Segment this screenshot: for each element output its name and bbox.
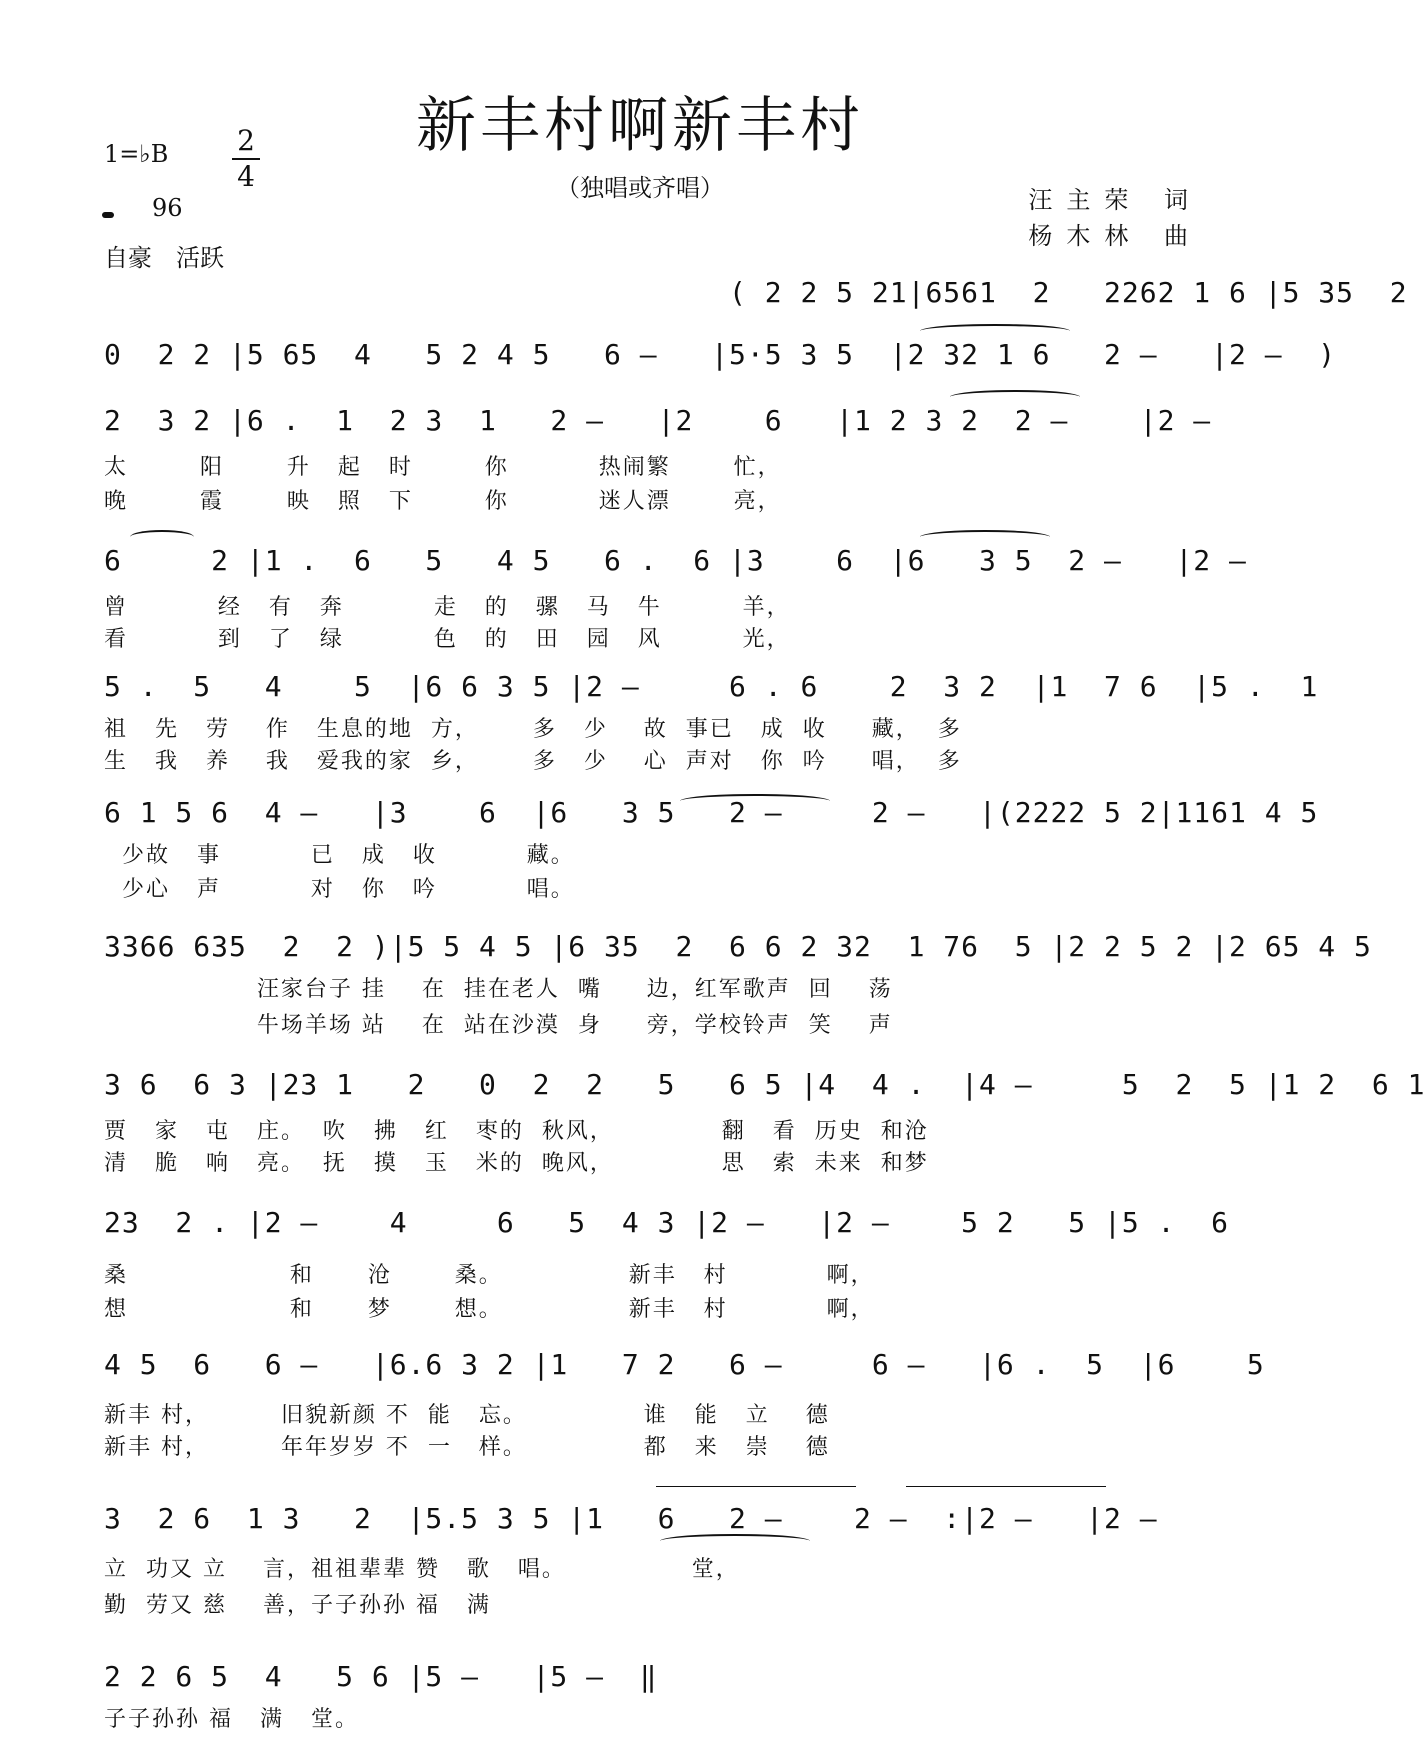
system-4-lyric-2: 看 到 了 绿 色 的 田 园 风 光， bbox=[104, 627, 791, 652]
system-9-lyric-1: 桑 和 沧 桑。 新丰 村 啊， bbox=[104, 1263, 875, 1288]
system-9-lyric-2: 想 和 梦 想。 新丰 村 啊， bbox=[104, 1297, 875, 1322]
slur bbox=[660, 1534, 810, 1548]
ending-1-bracket bbox=[656, 1486, 856, 1487]
slur bbox=[680, 794, 830, 808]
system-3-notes: 2 3 2 |6 . 1 2 3 1 2 — |2 6 |1 2 3 2 2 — |2 — bbox=[104, 404, 1212, 437]
slur bbox=[920, 324, 1070, 338]
system-6-lyric-1: 少故 事 已 成 收 藏。 bbox=[104, 843, 575, 868]
system-7-lyric-2: 牛场羊场 站 在 站在沙漠 身 旁，学校铃声 笑 声 bbox=[104, 1013, 893, 1038]
system-4-lyric-1: 曾 经 有 奔 走 的 骡 马 牛 羊， bbox=[104, 595, 791, 620]
system-11-lyric-2: 勤 劳又 慈 善，子子孙孙 福 满 bbox=[104, 1593, 491, 1618]
system-2-notes: 0 2 2 |5 65 4 5 2 4 5 6 — |5·5 3 5 |2 32 1 6 2 — |2 — ) bbox=[104, 338, 1337, 371]
composer-credit: 杨木林 曲 bbox=[1028, 222, 1202, 250]
system-6-notes: 6 1 5 6 4 — |3 6 |6 3 5 2 — 2 — |(2222 5 2|1161 4 5 bbox=[104, 796, 1319, 829]
system-3-lyric-2: 晚 霞 映 照 下 你 迷人漂 亮， bbox=[104, 489, 782, 514]
system-3-lyric-1: 太 阳 升 起 时 你 热闹繁 忙， bbox=[104, 455, 782, 480]
slur bbox=[130, 530, 194, 544]
system-5-lyric-1: 祖 先 劳 作 生息的地 方， 多 少 故 事已 成 收 藏， 多 bbox=[104, 717, 962, 742]
system-1-notes: ( 2 2 5 21|6561 2 2262 1 6 |5 35 2 bbox=[104, 276, 1408, 309]
system-12-notes: 2 2 6 5 4 5 6 |5 — |5 — ‖ bbox=[104, 1660, 658, 1693]
system-10-lyric-2: 新丰 村， 年年岁岁 不 一 样。 都 来 崇 德 bbox=[104, 1435, 830, 1460]
expression-mark: 自豪 活跃 bbox=[104, 244, 224, 272]
system-5-lyric-2: 生 我 养 我 爱我的家 乡， 多 少 心 声对 你 吟 唱， 多 bbox=[104, 749, 962, 774]
system-11-lyric-1: 立 功又 立 言，祖祖辈辈 赞 歌 唱。 堂， bbox=[104, 1557, 740, 1582]
system-9-notes: 23 2 . |2 — 4 6 5 4 3 |2 — |2 — 5 2 5 |5 . 6 bbox=[104, 1206, 1230, 1239]
system-5-notes: 5 . 5 4 5 |6 6 3 5 |2 — 6 . 6 2 3 2 |1 7 6 |5 . 1 bbox=[104, 670, 1319, 703]
key-signature: 1=♭B bbox=[104, 140, 169, 168]
system-10-notes: 4 5 6 6 — |6.6 3 2 |1 7 2 6 — 6 — |6 . 5 |6 5 bbox=[104, 1348, 1265, 1381]
time-top: 2 bbox=[237, 124, 255, 157]
system-7-lyric-1: 汪家台子 挂 在 挂在老人 嘴 边，红军歌声 回 荡 bbox=[104, 977, 893, 1002]
system-7-notes: 3366 635 2 2 )|5 5 4 5 |6 35 2 6 6 2 32 1 76 5 |2 2 5 2 |2 65 4 5 bbox=[104, 930, 1372, 963]
system-4-notes: 6 2 |1 . 6 5 4 5 6 . 6 |3 6 |6 3 5 2 — |2 — bbox=[104, 544, 1247, 577]
system-12-lyric-1: 子子孙孙 福 满 堂。 bbox=[104, 1707, 359, 1732]
system-8-lyric-1: 贾 家 屯 庄。 吹 拂 红 枣的 秋风， 翻 看 历史 和沧 bbox=[104, 1119, 929, 1144]
system-8-lyric-2: 清 脆 响 亮。 抚 摸 玉 米的 晚风， 思 索 未来 和梦 bbox=[104, 1151, 929, 1176]
performance-note: （独唱或齐唱） bbox=[556, 174, 724, 202]
song-title: 新丰村啊新丰村 bbox=[416, 91, 864, 161]
tempo-value: 96 bbox=[152, 194, 183, 222]
tempo-note-icon bbox=[102, 212, 114, 218]
system-6-lyric-2: 少心 声 对 你 吟 唱。 bbox=[104, 877, 575, 902]
system-8-notes: 3 6 6 3 |23 1 2 0 2 2 5 6 5 |4 4 . |4 — 5 2 5 |1 2 6 1 bbox=[104, 1068, 1425, 1101]
lyricist-credit: 汪主荣 词 bbox=[1028, 186, 1202, 214]
slur bbox=[950, 390, 1080, 404]
slur bbox=[920, 530, 1050, 544]
ending-2-bracket bbox=[906, 1486, 1106, 1487]
time-signature bbox=[232, 124, 260, 194]
time-bottom: 4 bbox=[237, 160, 255, 193]
system-10-lyric-1: 新丰 村， 旧貌新颜 不 能 忘。 谁 能 立 德 bbox=[104, 1403, 830, 1428]
system-11-notes: 3 2 6 1 3 2 |5.5 3 5 |1 6 2 — 2 — :|2 — |2 — bbox=[104, 1502, 1158, 1535]
